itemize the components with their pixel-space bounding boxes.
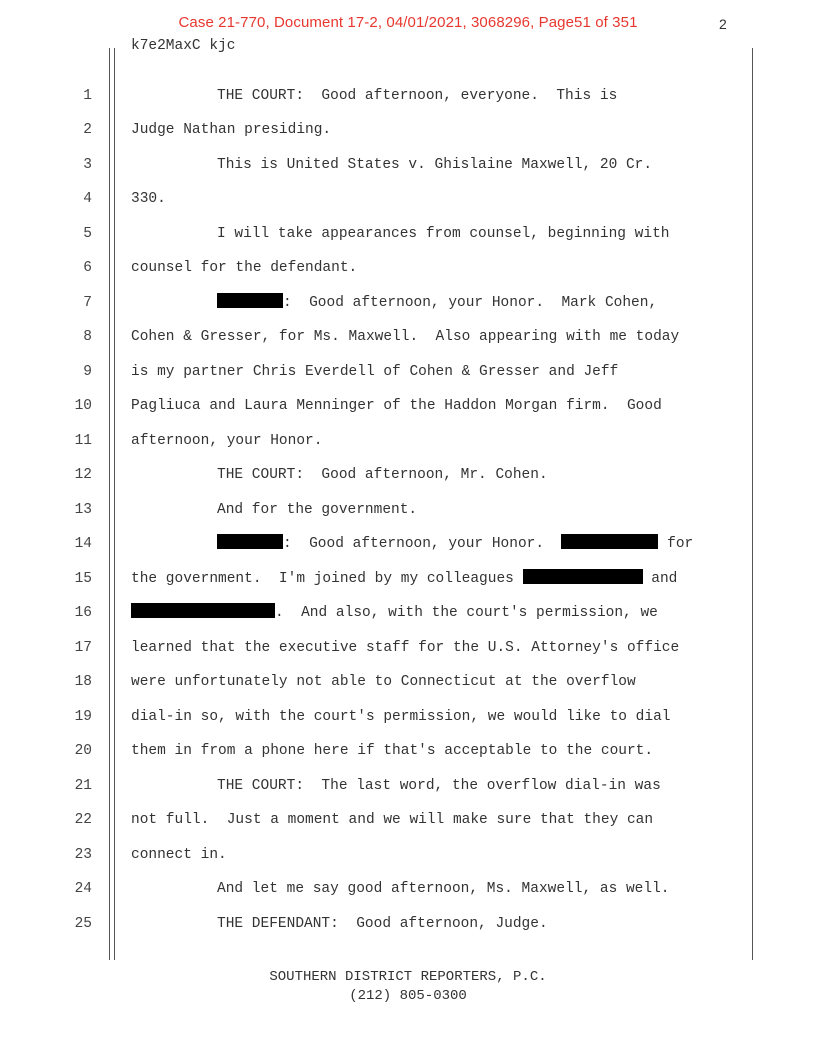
line-number: 20 <box>74 743 92 759</box>
redaction-bar <box>217 293 283 308</box>
transcript-line <box>0 707 816 741</box>
line-text: counsel for the defendant. <box>131 260 358 276</box>
line-text: THE COURT: Good afternoon, Mr. Cohen. <box>217 467 548 483</box>
transcript-line <box>0 155 816 189</box>
line-text: is my partner Chris Everdell of Cohen & Gresser and Jeff <box>131 364 619 380</box>
line-text: THE COURT: The last word, the overflow dial-in was <box>217 778 661 794</box>
transcript-line <box>0 396 816 430</box>
line-text: And for the government. <box>217 502 418 518</box>
line-number: 3 <box>83 157 92 173</box>
transcript-line <box>0 638 816 672</box>
file-identifier: k7e2MaxC kjc <box>131 38 236 54</box>
line-number: 10 <box>74 398 92 414</box>
line-number: 16 <box>74 605 92 621</box>
transcript-line <box>0 86 816 120</box>
line-number: 25 <box>74 916 92 932</box>
line-number: 9 <box>83 364 92 380</box>
transcript-line <box>0 776 816 810</box>
transcript-line <box>0 500 816 534</box>
line-number: 21 <box>74 778 92 794</box>
line-number: 22 <box>74 812 92 828</box>
line-number: 12 <box>74 467 92 483</box>
line-number: 18 <box>74 674 92 690</box>
line-text: dial-in so, with the court's permission, we would like to dial <box>131 709 671 725</box>
transcript-line <box>0 914 816 948</box>
line-number: 19 <box>74 709 92 725</box>
line-text-segment: . And also, with the court's permission, we <box>275 605 658 621</box>
line-text <box>131 603 658 623</box>
transcript-line <box>0 465 816 499</box>
line-text: were unfortunately not able to Connecticut at the overflow <box>131 674 636 690</box>
transcript-line <box>0 879 816 913</box>
case-header-stamp: Case 21-770, Document 17-2, 04/01/2021, 3068296, Page51 of 351 <box>178 14 638 31</box>
line-text-segment: : Good afternoon, your Honor. Mark Cohen, <box>283 295 658 311</box>
line-text: learned that the executive staff for the U.S. Attorney's office <box>131 640 680 656</box>
line-text: I will take appearances from counsel, beginning with <box>217 226 670 242</box>
line-text: THE DEFENDANT: Good afternoon, Judge. <box>217 916 548 932</box>
redaction-bar <box>217 534 283 549</box>
line-number: 11 <box>74 433 92 449</box>
transcript-line <box>0 120 816 154</box>
line-number: 17 <box>74 640 92 656</box>
redaction-bar <box>523 569 643 584</box>
line-number: 14 <box>74 536 92 552</box>
line-number: 6 <box>83 260 92 276</box>
line-text <box>217 293 657 313</box>
line-text-segment: the government. I'm joined by my colleagues <box>131 571 523 587</box>
line-text-segment: and <box>642 571 678 587</box>
transcript-line <box>0 224 816 258</box>
line-number: 7 <box>83 295 92 311</box>
reporter-name: SOUTHERN DISTRICT REPORTERS, P.C. <box>269 969 547 985</box>
line-text: THE COURT: Good afternoon, everyone. This is <box>217 88 618 104</box>
line-number: 2 <box>83 122 92 138</box>
line-text <box>217 534 693 554</box>
transcript-line <box>0 258 816 292</box>
transcript-line <box>0 741 816 775</box>
page-number: 2 <box>719 16 727 32</box>
transcript-line <box>0 672 816 706</box>
line-number: 1 <box>83 88 92 104</box>
transcript-line <box>0 189 816 223</box>
transcript-line <box>0 534 816 568</box>
reporter-phone: (212) 805-0300 <box>349 988 467 1004</box>
line-number: 5 <box>83 226 92 242</box>
redaction-bar <box>131 603 275 618</box>
line-text-segment: for <box>658 536 694 552</box>
line-text: Cohen & Gresser, for Ms. Maxwell. Also appearing with me today <box>131 329 680 345</box>
line-text <box>131 569 677 589</box>
line-text: 330. <box>131 191 166 207</box>
line-text: them in from a phone here if that's acceptable to the court. <box>131 743 654 759</box>
line-number: 24 <box>74 881 92 897</box>
line-text: connect in. <box>131 847 227 863</box>
redaction-bar <box>561 534 658 549</box>
transcript-line <box>0 845 816 879</box>
line-number: 13 <box>74 502 92 518</box>
line-number: 8 <box>83 329 92 345</box>
line-text: This is United States v. Ghislaine Maxwell, 20 Cr. <box>217 157 653 173</box>
line-text: Pagliuca and Laura Menninger of the Haddon Morgan firm. Good <box>131 398 662 414</box>
line-text: Judge Nathan presiding. <box>131 122 332 138</box>
transcript-line <box>0 431 816 465</box>
line-number: 23 <box>74 847 92 863</box>
transcript-line <box>0 293 816 327</box>
transcript-line <box>0 327 816 361</box>
transcript-line <box>0 810 816 844</box>
line-text: afternoon, your Honor. <box>131 433 323 449</box>
transcript-line <box>0 569 816 603</box>
reporter-footer <box>0 968 816 1006</box>
transcript-line <box>0 603 816 637</box>
line-number: 15 <box>74 571 92 587</box>
line-number: 4 <box>83 191 92 207</box>
transcript-line <box>0 362 816 396</box>
line-text: not full. Just a moment and we will make sure that they can <box>131 812 654 828</box>
line-text: And let me say good afternoon, Ms. Maxwell, as well. <box>217 881 670 897</box>
line-text-segment: : Good afternoon, your Honor. <box>283 536 562 552</box>
